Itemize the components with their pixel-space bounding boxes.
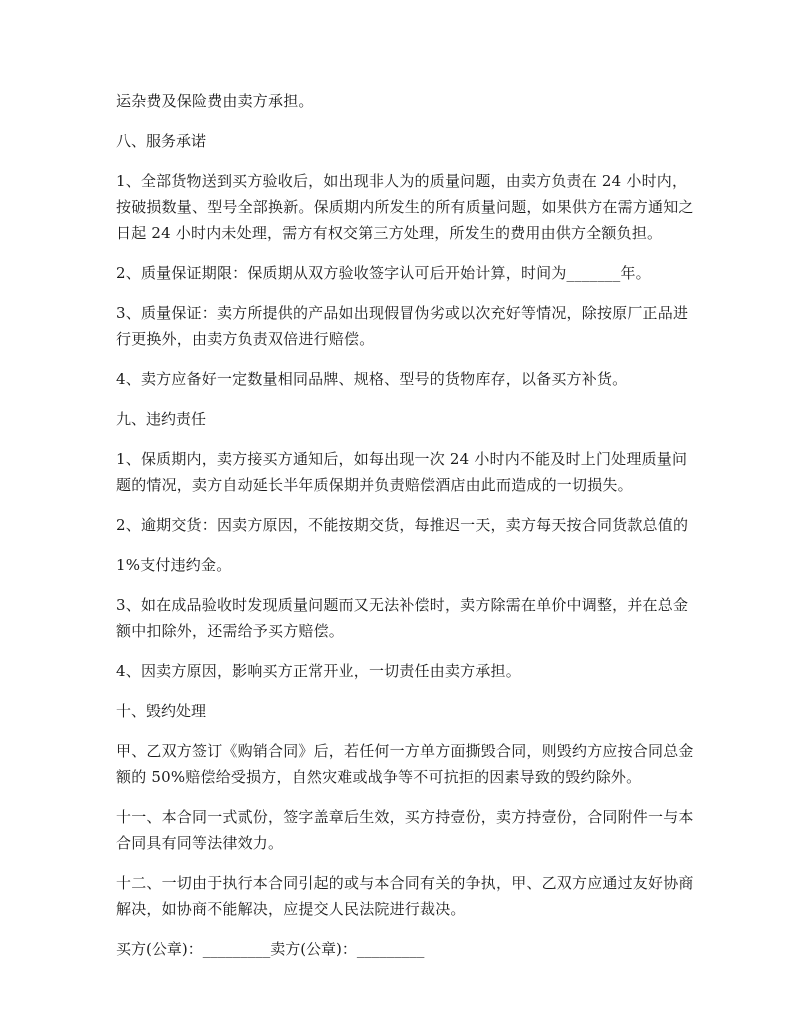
paragraph-eleven: 十一、本合同一式贰份，签字盖章后生效，买方持壹份，卖方持壹份，合同附件一与本合同具有同等法律效力。 (116, 808, 694, 852)
heading-service-commitment: 八、服务承诺 (116, 132, 207, 150)
paragraph-breach-2-continued: 1%支付违约金。 (116, 556, 232, 574)
document-page (116, 88, 696, 962)
heading-breach-liability: 九、违约责任 (116, 410, 207, 428)
paragraph-freight: 运杂费及保险费由卖方承担。 (116, 92, 314, 110)
paragraph-service-4: 4、卖方应备好一定数量相同品牌、规格、型号的货物库存，以备买方补货。 (116, 370, 628, 388)
paragraph-breach-2: 2、逾期交货：因卖方原因，不能按期交货，每推迟一天，卖方每天按合同货款总值的 (116, 516, 689, 534)
heading-termination: 十、毁约处理 (116, 702, 207, 720)
paragraph-breach-3: 3、如在成品验收时发现质量问题而又无法补偿时，卖方除需在单价中调整，并在总金额中扣除外，还需给予买方赔偿。 (116, 596, 689, 640)
paragraph-breach-4: 4、因卖方原因，影响买方正常开业，一切责任由卖方承担。 (116, 662, 521, 680)
paragraph-service-1: 1、全部货物送到买方验收后，如出现非人为的质量问题，由卖方负责在 24 小时内，按破损数量、型号全部换新。保质期内所发生的所有质量问题，如果供方在需方通知之日起 24 小时内未处理，需方有权交第三方处理，所发生的费用由供方全额负担。 (116, 172, 694, 242)
signature-line: 买方(公章)：_________卖方(公章)：_________ (116, 940, 425, 958)
paragraph-twelve: 十二、一切由于执行本合同引起的或与本合同有关的争执，甲、乙双方应通过友好协商解决，如协商不能解决，应提交人民法院进行裁决。 (116, 874, 694, 918)
paragraph-termination: 甲、乙双方签订《购销合同》后，若任何一方单方面撕毁合同，则毁约方应按合同总金额的 50%赔偿给受损方，自然灾难或战争等不可抗拒的因素导致的毁约除外。 (116, 742, 694, 786)
paragraph-service-3: 3、质量保证：卖方所提供的产品如出现假冒伪劣或以次充好等情况，除按原厂正品进行更换外，由卖方负责双倍进行赔偿。 (116, 304, 689, 348)
paragraph-service-2: 2、质量保证期限：保质期从双方验收签字认可后开始计算，时间为_______年。 (116, 264, 651, 282)
paragraph-breach-1: 1、保质期内，卖方接买方通知后，如每出现一次 24 小时内不能及时上门处理质量问题的情况，卖方自动延长半年质保期并负责赔偿酒店由此而造成的一切损失。 (116, 450, 688, 494)
